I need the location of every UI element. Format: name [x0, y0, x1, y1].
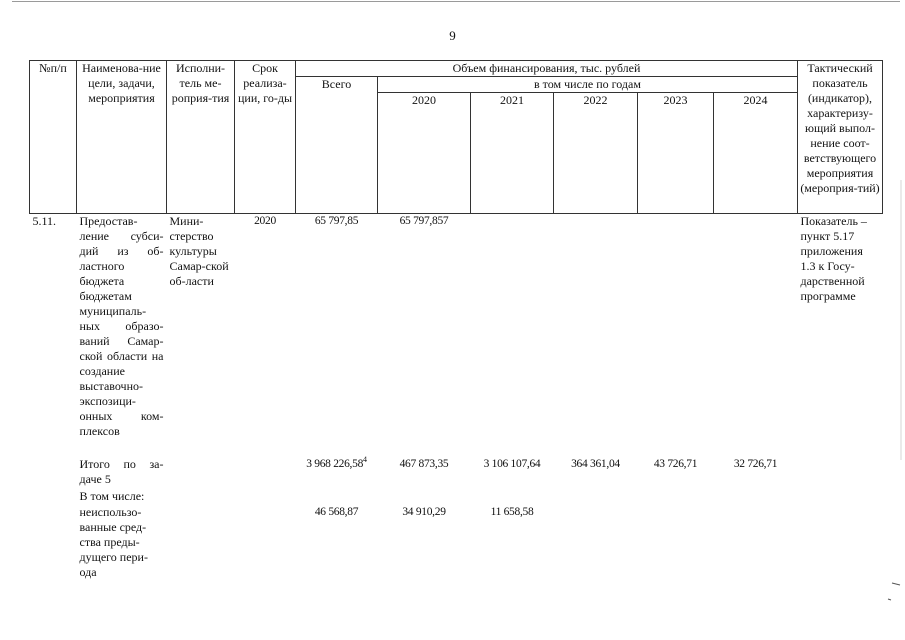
header-year-2021: 2021 — [471, 93, 554, 214]
unused-2020: 34 910,29 — [402, 505, 446, 518]
row-name: Предостав-ление субси-дий из об-ластного бюджета бюджетам муниципаль-ных образо-ваний Самар-ской области на создание выставочно-экспозици-онных ком-плексов — [79, 214, 164, 438]
total-2023: 43 726,71 — [653, 457, 698, 470]
header-num: №п/п — [30, 61, 77, 214]
unused-name: неиспользо-ванные сред-ства преды-дущего пери-ода — [79, 504, 148, 579]
unused-2021: 11 658,58 — [490, 505, 534, 518]
row-total: 65 797,85 — [314, 215, 359, 227]
row-2020: 65 797,857 — [399, 215, 449, 227]
header-term: Срок реализа-ции, го-ды — [235, 61, 296, 214]
header-by-years: в том числе по годам — [378, 77, 798, 93]
total-2021: 3 106 107,64 — [483, 457, 541, 470]
page-number: 9 — [449, 28, 456, 43]
footnote-mark: 4 — [363, 454, 367, 464]
row-executor: Мини-стерство культуры Самар-ской об-ласти — [169, 214, 229, 288]
unused-total: 46 568,87 — [314, 505, 359, 518]
header-total: Всего — [296, 77, 378, 214]
row-term: 2020 — [254, 215, 276, 227]
header-year-2024: 2024 — [714, 93, 798, 214]
header-year-2022: 2022 — [554, 93, 638, 214]
including-label: В том числе: — [79, 488, 145, 503]
header-name: Наименова-ние цели, задачи, мероприятия — [77, 61, 167, 214]
row-num: 5.11. — [32, 214, 57, 228]
total-2022: 364 361,04 — [571, 457, 620, 470]
row-indicator: Показатель – пункт 5.17 приложения 1.3 к Госу-дарственной программе — [800, 214, 867, 303]
scan-mark — [892, 583, 900, 585]
total-2024: 32 726,71 — [733, 457, 778, 470]
header-year-2020: 2020 — [378, 93, 471, 214]
scan-mark — [888, 599, 891, 600]
total-2020: 467 873,35 — [399, 457, 449, 470]
total-sum-value: 3 968 226,58 — [306, 457, 364, 470]
header-funding: Объем финансирования, тыс. рублей — [296, 61, 798, 77]
total-name: Итого по за-даче 5 — [79, 456, 164, 486]
header-executor: Исполни-тель ме-роприя-тия — [167, 61, 235, 214]
header-year-2023: 2023 — [638, 93, 714, 214]
header-indicator: Тактический показатель (индикатор), характеризу-ющий выпол-нение соот-ветствующего мероприятия (мероприя-тий) — [798, 61, 883, 214]
